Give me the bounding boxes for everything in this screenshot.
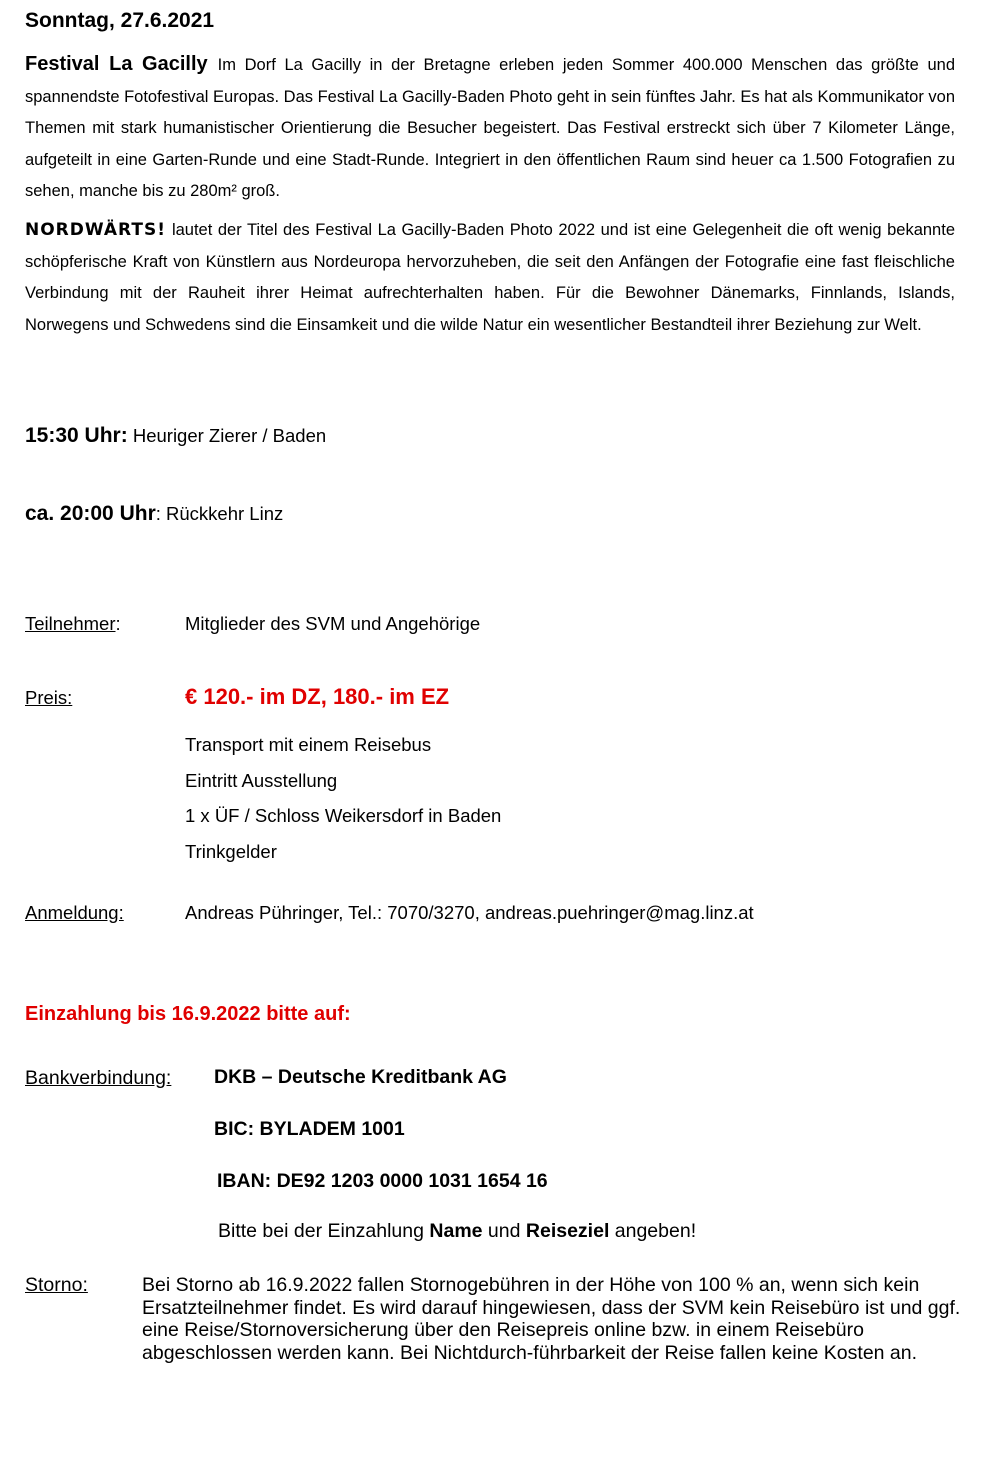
note-text: Bitte bei der Einzahlung	[218, 1220, 430, 1242]
schedule-desc: : Rückkehr Linz	[155, 503, 284, 524]
bank-bic: BIC: BYLADEM 1001	[214, 1118, 405, 1140]
bank-name: DKB – Deutsche Kreditbank AG	[214, 1066, 507, 1088]
participants-label-text: Teilnehmer	[25, 613, 116, 634]
schedule-desc: Heuriger Zierer / Baden	[127, 425, 327, 446]
schedule-item-1530	[25, 424, 326, 448]
payment-deadline: Einzahlung bis 16.9.2022 bitte auf:	[25, 1003, 351, 1025]
note-text: und	[482, 1220, 526, 1242]
festival-text: Im Dorf La Gacilly in der Bretagne erleben jeden Sommer 400.000 Menschen das größte und spannendste Fotofestival Europas. Das Festival La Gacilly-Baden Photo geht in sein fünftes Jahr. Es hat als Kommunikator von Themen mit stark humanistischer Orientierung die Besucher begeistert. Das Festival erstreckt sich über 7 Kilometer Länge, aufgeteilt in eine Garten-Runde und eine Stadt-Runde. Integriert in den öffentlichen Raum sind heuer ca 1.500 Fotografien zu sehen, manche bis zu 280m² groß.	[25, 56, 956, 200]
payment-note	[218, 1220, 696, 1243]
storno-label: Storno:	[25, 1274, 88, 1296]
schedule-item-2000	[25, 502, 283, 526]
note-text: angeben!	[609, 1220, 697, 1242]
price-value: € 120.- im DZ, 180.- im EZ	[185, 684, 450, 709]
schedule-time: ca. 20:00 Uhr	[25, 502, 156, 525]
nordwaerts-paragraph	[25, 215, 955, 341]
bank-label: Bankverbindung:	[25, 1067, 172, 1089]
participants-value: Mitglieder des SVM und Angehörige	[185, 613, 481, 634]
registration-value: Andreas Pühringer, Tel.: 7070/3270, andreas.puehringer@mag.linz.at	[185, 902, 754, 923]
storno-text: Bei Storno ab 16.9.2022 fallen Stornogebühren in der Höhe von 100 % an, wenn sich kein Ersatzteilnehmer findet. Es wird darauf hingewiesen, dass der SVM kein Reisebüro ist und ggf. eine Reise/Stornoversicherung über den Reisepreis online bzw. in einem Reisebüro abgeschlossen werden kann. Bei Nichtdurch-führbarkeit der Reise fallen keine Kosten an.	[142, 1274, 961, 1364]
nordwaerts-text: lautet der Titel des Festival La Gacilly-Baden Photo 2022 und ist eine Gelegenheit die oft wenig bekannte schöpferische Kraft von Künstlern aus Nordeuropa hervorzuheben, die seit den Anfängen der Fotografie eine fast fleischliche Verbindung mit der Rauheit ihrer Heimat aufrechterhalten haben. Für die Bewohner Dänemarks, Finnlands, Islands, Norwegens und Schwedens sind die Einsamkeit und die wilde Natur ein wesentlicher Bestandteil ihrer Beziehung zur Welt.	[25, 221, 955, 334]
list-item: Transport mit einem Reisebus	[185, 734, 432, 755]
price-includes-list	[185, 727, 501, 869]
festival-lead: Festival La Gacilly	[25, 53, 208, 75]
registration-label: Anmeldung:	[25, 902, 124, 923]
nordwaerts-lead: NORDWÄRTS!	[25, 220, 166, 240]
note-name: Name	[429, 1220, 483, 1242]
page-date: Sonntag, 27.6.2021	[25, 9, 215, 32]
note-destination: Reiseziel	[525, 1220, 610, 1242]
schedule-time: 15:30 Uhr:	[25, 424, 128, 447]
price-label: Preis:	[25, 687, 73, 708]
list-item: 1 x ÜF / Schloss Weikersdorf in Baden	[185, 805, 502, 826]
list-item: Trinkgelder	[185, 840, 277, 862]
list-item: Eintritt Ausstellung	[185, 769, 338, 791]
participants-label-colon: :	[115, 613, 121, 634]
festival-paragraph	[25, 49, 955, 208]
participants-label	[25, 613, 121, 635]
bank-iban: IBAN: DE92 1203 0000 1031 1654 16	[217, 1170, 548, 1192]
